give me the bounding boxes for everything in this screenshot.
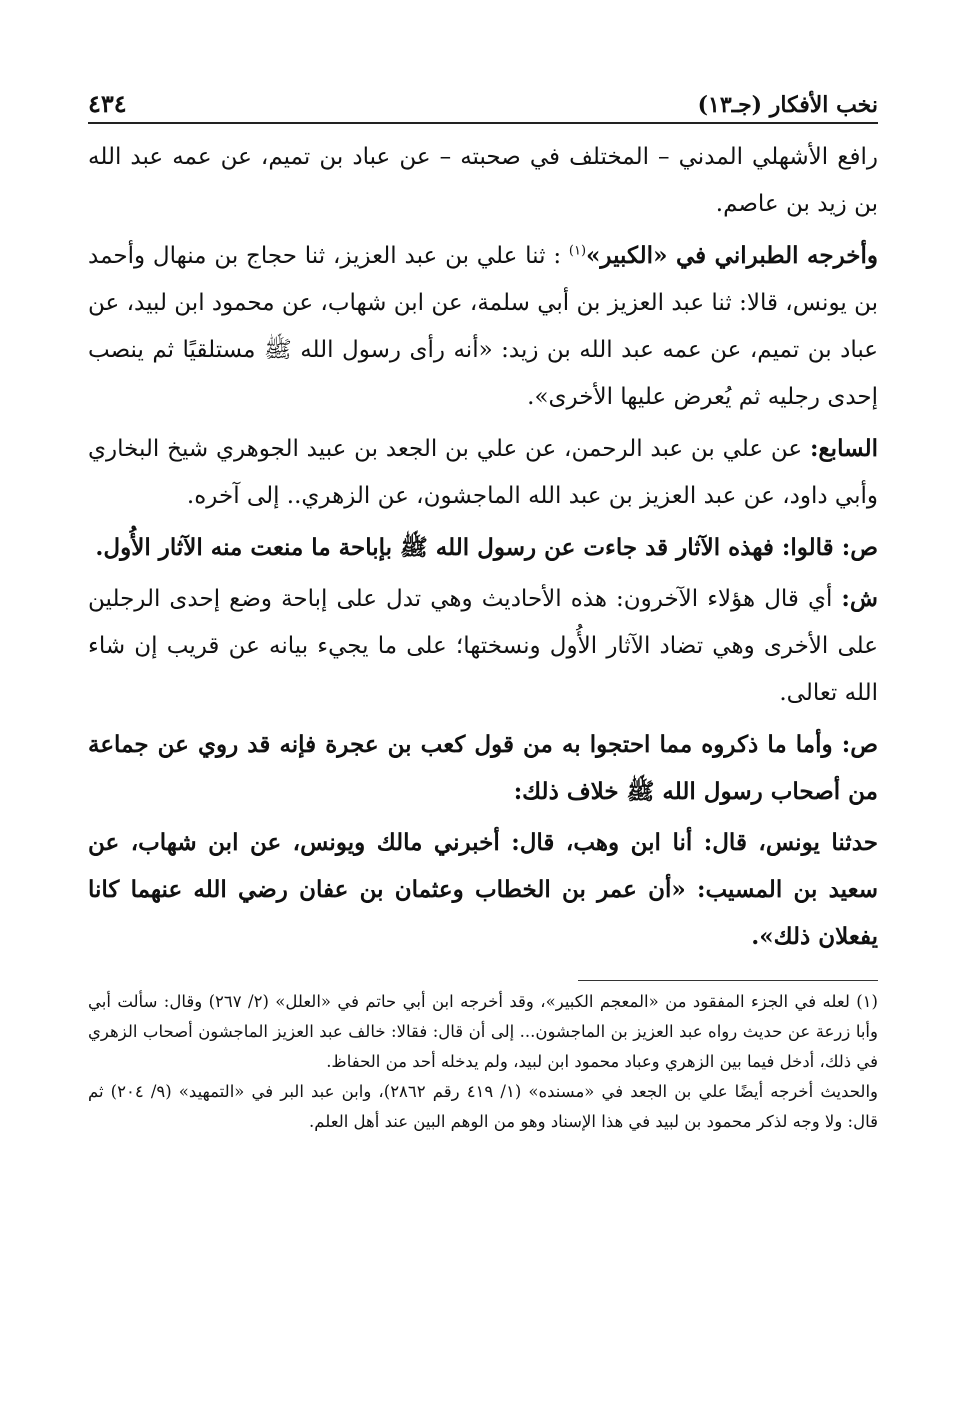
paragraph-lead: وأخرجه الطبراني في «الكبير»: [586, 242, 878, 269]
paragraph-text: حدثنا يونس، قال: أنا ابن وهب، قال: أخبرني مالك ويونس، عن ابن شهاب، عن سعيد بن المسيب: «أن عمر بن الخطاب وعثمان بن عفان رضي الله عنهما كانا يفعلان ذلك».: [88, 829, 878, 950]
main-text: [88, 134, 878, 960]
paragraph-lead: السابع:: [809, 435, 878, 462]
page-number: ٤٣٤: [88, 89, 127, 118]
paragraph: [88, 232, 878, 421]
paragraph-lead: ص:: [841, 731, 878, 758]
paragraph: [88, 575, 878, 717]
paragraph: [88, 819, 878, 960]
paragraph: [88, 524, 878, 571]
footnotes: [88, 987, 878, 1137]
paragraph: [88, 425, 878, 520]
footnote: والحديث أخرجه أيضًا علي بن الجعد في «مسنده» (١/ ٤١٩ رقم ٢٨٦٢)، وابن عبد البر في «التمهيد» (٩/ ٢٠٤) ثم قال: ولا وجه لذكر محمود بن لبيد في هذا الإسناد وهو من الوهم البين عند أهل العلم.: [88, 1082, 878, 1131]
paragraph: [88, 134, 878, 228]
paragraph-text: وأما ما ذكروه مما احتجوا به من قول كعب بن عجرة فإنه قد روي عن جماعة من أصحاب رسول الله ﷺ خلاف ذلك:: [88, 731, 878, 805]
paragraph-text: قالوا: فهذه الآثار قد جاءت عن رسول الله ﷺ بإباحة ما منعت منه الآثار الأُول.: [95, 534, 834, 561]
paragraph-lead: ش:: [841, 585, 878, 612]
footnote-marker: (١): [568, 243, 587, 259]
paragraph: [88, 721, 878, 815]
footnote: (١) لعله في الجزء المفقود من «المعجم الكبير»، وقد أخرجه ابن أبي حاتم في «العلل» (٢/ ٢٦٧) وقال: سألت أبي وأبا زرعة عن حديث رواه عبد العزيز بن الماجشون... إلى أن قال: فقالا: خالف عبد العزيز الماجشون أصحاب الزهري في ذلك، أدخل فيما بين الزهري وعباد محمود ابن لبيد، ولم يدخله أحد من الحفاظ.: [88, 992, 878, 1071]
book-title: نخب الأفكار (جـ١٣): [697, 92, 878, 118]
paragraph-text: عن علي بن عبد الرحمن، عن علي بن الجعد بن عبيد الجوهري شيخ البخاري وأبي داود، عن عبد العزيز بن عبد الله الماجشون، عن الزهري.. إلى آخره.: [88, 436, 878, 509]
paragraph-text: : ثنا علي بن عبد العزيز، ثنا حجاج بن منهال وأحمد بن يونس، قالا: ثنا عبد العزيز بن أبي سلمة، عن ابن شهاب، عن محمود ابن لبيد، عن عباد بن تميم، عن عمه عبد الله بن زيد: «أنه رأى رسول الله ﷺ مستلقيًا ثم ينصب إحدى رجليه ثم يُعرض عليها الأخرى».: [88, 243, 878, 410]
running-header: [88, 78, 878, 124]
page: [88, 78, 878, 1137]
footnote-divider: [578, 980, 878, 981]
paragraph-lead: ص:: [841, 534, 878, 561]
paragraph-text: أي قال هؤلاء الآخرون: هذه الأحاديث وهي تدل على إباحة وضع إحدى الرجلين على الأخرى وهي تضاد الآثار الأُول ونسختها؛ على ما يجيء بيانه عن قريب إن شاء الله تعالى.: [88, 586, 878, 706]
paragraph-text: رافع الأشهلي المدني – المختلف في صحبته – عن عباد بن تميم، عن عمه عبد الله بن زيد بن عاصم.: [88, 144, 878, 217]
